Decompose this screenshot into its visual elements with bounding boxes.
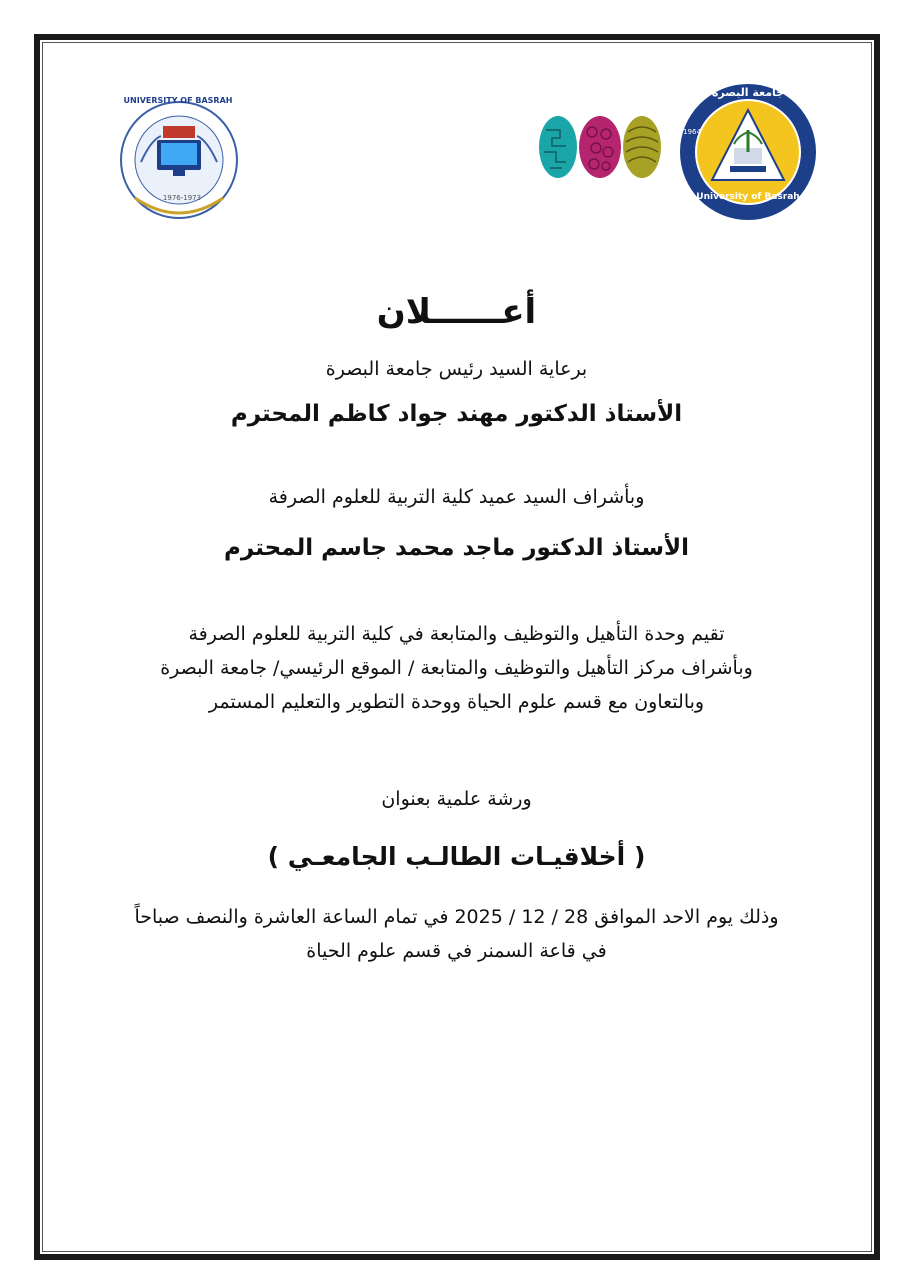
organizer-line-1: تقيم وحدة التأهيل والتوظيف والمتابعة في كلية التربية للعلوم الصرفة (188, 623, 725, 645)
workshop-line: ورشة علمية بعنوان (381, 788, 532, 810)
college-seal-year: 1976-1973 (162, 194, 202, 202)
patron-name: الأستاذ الدكتور مهند جواد كاظم المحترم (230, 401, 683, 427)
organizer-line-2: وبأشراف مركز التأهيل والتوظيف والمتابعة / الموقع الرئيسي/ جامعة البصرة (160, 657, 753, 679)
university-seal-bottom-text: University of Basrah (696, 192, 800, 202)
date-paragraph (60, 900, 853, 968)
supervision-line: وبأشراف السيد عميد كلية التربية للعلوم الصرفة (268, 486, 645, 508)
venue-line: في قاعة السمنر في قسم علوم الحياة (306, 940, 607, 962)
college-seal-text: UNIVERSITY OF BASRAH (123, 96, 233, 105)
date-line: وذلك يوم الاحد الموافق 28 / 12 / 2025 في تمام الساعة العاشرة والنصف صباحاً (134, 906, 779, 928)
announcement-title: أعــــــلان (376, 292, 537, 332)
supervisor-name: الأستاذ الدكتور ماجد محمد جاسم المحترم (224, 535, 689, 561)
fingerprint-logo (536, 112, 666, 182)
organizer-line-3: وبالتعاون مع قسم علوم الحياة ووحدة التطوير والتعليم المستمر (208, 691, 705, 713)
university-seal-year: 1964 (683, 128, 701, 136)
workshop-title: ( أخلاقيـات الطالـب الجامعـي ) (267, 842, 646, 871)
patron-line: برعاية السيد رئيس جامعة البصرة (325, 358, 588, 380)
organizer-paragraph (60, 617, 853, 719)
college-seal-logo (105, 98, 253, 228)
university-seal-top-text: جامعة البصرة (711, 86, 785, 99)
